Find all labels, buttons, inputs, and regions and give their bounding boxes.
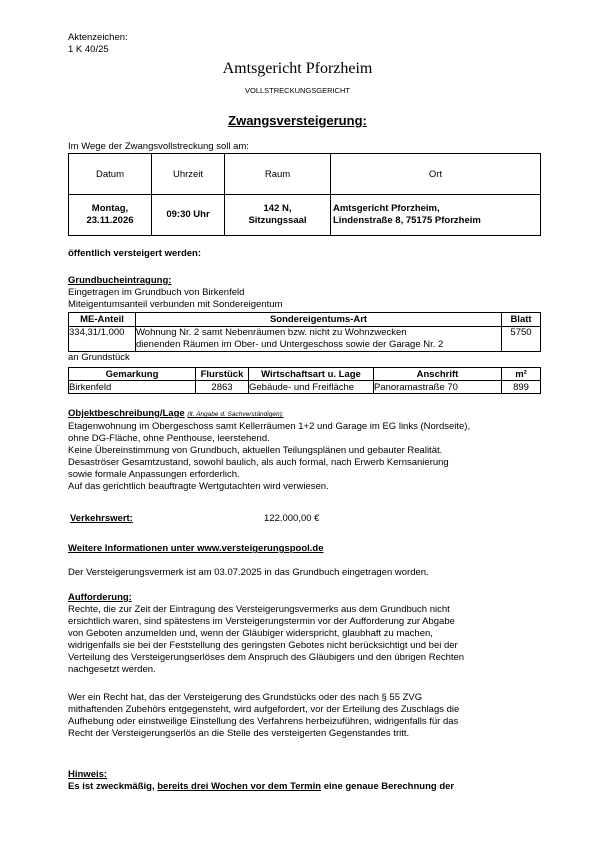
grundbuch-section (68, 275, 282, 311)
raum-number: 142 N, (263, 203, 292, 214)
objekt-section (68, 408, 470, 493)
ort-line2: Lindenstraße 8, 75175 Pforzheim (333, 215, 481, 226)
objekt-heading: Objektbeschreibung/Lage (68, 408, 185, 419)
grundbuch-heading: Grundbucheintragung: (68, 275, 172, 286)
grundstueck-row (69, 381, 541, 394)
aufforderung-line: Recht der Versteigerungserlös an die Stelle des versteigerten Gegenstandes tritt. (68, 728, 410, 739)
info-link[interactable]: Weitere Informationen unter www.versteigerungspool.de (68, 543, 324, 554)
objekt-note: (lt. Angabe d. Sachverständigen): (187, 411, 284, 418)
uhrzeit-cell: 09:30 Uhr (152, 195, 225, 236)
art-line1: Wohnung Nr. 2 samt Nebenräumen bzw. nicht zu Wohnzwecken (136, 327, 407, 338)
an-grundstueck-text: an Grundstück (68, 352, 130, 363)
datum-weekday: Montag, (91, 203, 129, 214)
col-me-anteil: ME-Anteil (69, 313, 136, 327)
aktenzeichen-value: 1 K 40/25 (68, 44, 109, 55)
col-datum: Datum (69, 154, 152, 195)
col-sondereigentums-art: Sondereigentums-Art (136, 313, 502, 327)
objekt-line: Keine Übereinstimmung von Grundbuch, aktuellen Teilungsplänen und gebauter Realität. (68, 445, 443, 456)
aufforderung-heading: Aufforderung: (68, 592, 132, 603)
col-blatt: Blatt (502, 313, 541, 327)
wirtschaftsart-cell: Gebäude- und Freifläche (249, 381, 374, 394)
objekt-line: sowie formale Anpassungen erforderlich. (68, 469, 240, 480)
aufforderung-para2 (68, 692, 459, 740)
objekt-line: Etagenwohnung im Obergeschoss samt Kellerräumen 1+2 und Garage im EG links (Nordseite), (68, 421, 471, 432)
blatt-cell: 5750 (502, 327, 541, 352)
aufforderung-line: Wer ein Recht hat, das der Versteigerung des Grundstücks oder des nach § 55 ZVG (68, 692, 423, 703)
versteigert-text: öffentlich versteigert werden: (68, 248, 202, 259)
aufforderung-section (68, 592, 464, 676)
sondereigentum-row (69, 327, 541, 352)
hinweis-underlined: bereits drei Wochen vor dem Termin (157, 781, 322, 792)
objekt-line: Auf das gerichtlich beauftragte Wertgutachten wird verwiesen. (68, 481, 329, 492)
col-uhrzeit: Uhrzeit (152, 154, 225, 195)
col-flurstueck: Flurstück (196, 368, 249, 381)
verkehrswert-label: Verkehrswert: (70, 513, 133, 524)
court-name: Amtsgericht Pforzheim (222, 60, 373, 77)
grundstueck-table (68, 367, 541, 394)
termin-header-row (69, 154, 541, 195)
aufforderung-line: nachgesetzt werden. (68, 664, 156, 675)
aufforderung-line: ersichtlich waren, sind spätestens im Versteigerungstermin vor der Aufforderung zur Abgabe (68, 616, 455, 627)
art-line2: dienenden Räumen im Ober- und Untergeschoss sowie der Garage Nr. 2 (136, 339, 444, 350)
hinweis-post: eine genaue Berechnung der (321, 781, 455, 792)
grundstueck-header-row (69, 368, 541, 381)
hinweis-heading: Hinweis: (68, 769, 108, 780)
aufforderung-line: mithaftenden Zubehörs entgegensteht, wird aufgefordert, vor der Erteilung des Zuschlags die (68, 704, 460, 715)
gemarkung-cell: Birkenfeld (69, 381, 196, 394)
col-flaeche: m² (502, 368, 541, 381)
department-name: VOLLSTRECKUNGSGERICHT (244, 86, 351, 95)
sondereigentums-art-cell (136, 327, 502, 352)
datum-cell (69, 195, 152, 236)
col-anschrift: Anschrift (374, 368, 502, 381)
objekt-line: ohne DG-Fläche, ohne Penthouse, leerstehend. (68, 433, 270, 444)
hinweis-line (68, 781, 454, 793)
objekt-line: Desaströser Gesamtzustand, sowohl baulich, als auch formal, nach Erwerb Kernsanierung (68, 457, 449, 468)
aufforderung-line: Aufhebung oder einstweilige Einstellung des Verfahrens herbeizuführen, widrigenfalls für das (68, 716, 459, 727)
aktenzeichen-label: Aktenzeichen: (68, 32, 128, 43)
sondereigentum-table (68, 312, 541, 352)
hinweis-pre: Es ist zweckmäßig, (68, 781, 158, 792)
objekt-heading-line (68, 408, 470, 421)
raum-name: Sitzungssaal (248, 215, 307, 226)
grundbuch-line1: Eingetragen im Grundbuch von Birkenfeld (68, 287, 245, 298)
hinweis-section (68, 769, 454, 793)
col-ort: Ort (331, 154, 541, 195)
document-title: Zwangsversteigerung: (228, 113, 367, 128)
grundbuch-line2: Miteigentumsanteil verbunden mit Sondereigentum (68, 299, 283, 310)
me-anteil-cell: 334,31/1.000 (69, 327, 136, 352)
col-gemarkung: Gemarkung (69, 368, 196, 381)
aufforderung-line: von Geboten anzumelden und, wenn der Gläubiger widerspricht, glaubhaft zu machen, (68, 628, 433, 639)
termin-table (68, 153, 541, 236)
sondereigentum-header-row (69, 313, 541, 327)
flurstueck-cell: 2863 (196, 381, 249, 394)
aufforderung-line: Verteilung des Versteigerungserlöses dem Anspruch des Gläubigers und den übrigen Rechten (68, 652, 465, 663)
vermerk-text: Der Versteigerungsvermerk ist am 03.07.2025 in das Grundbuch eingetragen worden. (68, 567, 429, 578)
termin-row (69, 195, 541, 236)
aktenzeichen-block (68, 32, 128, 56)
intro-text: Im Wege der Zwangsvollstreckung soll am: (68, 141, 249, 152)
flaeche-cell: 899 (502, 381, 541, 394)
verkehrswert-value: 122.000,00 € (264, 513, 320, 524)
col-raum: Raum (225, 154, 331, 195)
ort-line1: Amtsgericht Pforzheim, (333, 203, 440, 214)
col-wirtschaftsart: Wirtschaftsart u. Lage (249, 368, 374, 381)
ort-cell (331, 195, 541, 236)
anschrift-cell: Panoramastraße 70 (374, 381, 502, 394)
aufforderung-line: widrigenfalls sie bei der Feststellung des geringsten Gebotes nicht berücksichtigt und bei der (68, 640, 458, 651)
aufforderung-line: Rechte, die zur Zeit der Eintragung des Versteigerungsvermerks aus dem Grundbuch nicht (68, 604, 450, 615)
datum-date: 23.11.2026 (86, 215, 134, 226)
raum-cell (225, 195, 331, 236)
